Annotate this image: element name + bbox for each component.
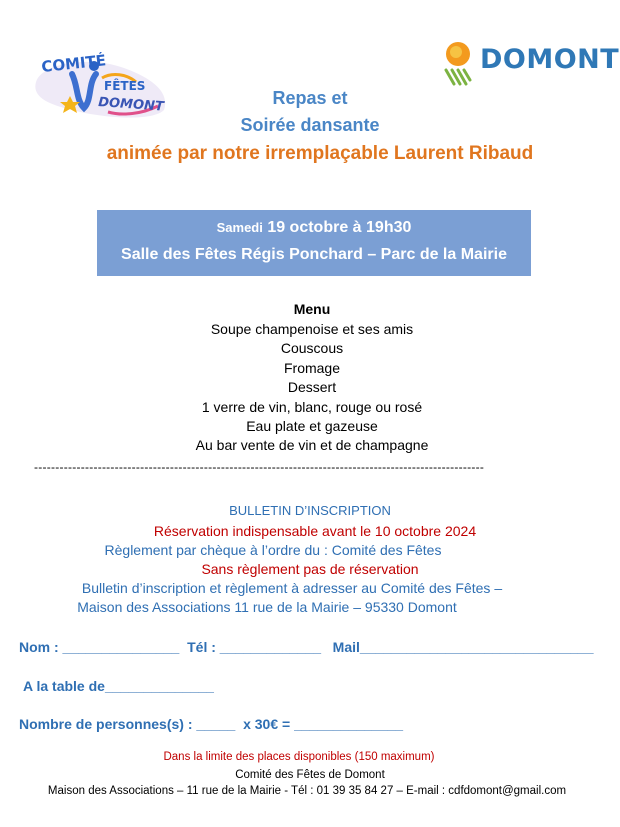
event-date-time: 19 octobre à 19h30 — [267, 219, 412, 236]
menu-item: Couscous — [280, 340, 344, 357]
event-date — [97, 219, 531, 237]
reservation-deadline: Réservation indispensable avant le 10 octobre 2024 — [153, 523, 477, 539]
form-name-phone-mail: Nom : _______________ Tél : _____________ Mail______________________________ — [19, 639, 594, 655]
title-animee: animée par notre irremplaçable Laurent Ribaud — [106, 143, 534, 164]
event-info-box — [97, 210, 531, 276]
menu-item: Fromage — [283, 359, 341, 376]
title-soiree: Soirée dansante — [240, 115, 380, 135]
mailing-address-line2: Maison des Associations 11 rue de la Mairie – 95330 Domont — [77, 599, 457, 615]
menu-item: Eau plate et gazeuse — [246, 418, 378, 435]
footer-contact: Maison des Associations – 11 rue de la Mairie - Tél : 01 39 35 84 27 – E-mail : cdfdomont@gmail.com — [47, 785, 567, 797]
event-venue: Salle des Fêtes Régis Ponchard – Parc de la Mairie — [121, 246, 507, 263]
event-day: Samedi — [216, 220, 263, 235]
domont-logo-text: DOMONT — [480, 44, 620, 75]
footer-organizer: Comité des Fêtes de Domont — [235, 769, 385, 781]
bulletin-title: BULLETIN D’INSCRIPTION — [229, 503, 391, 518]
menu-item: 1 verre de vin, blanc, rouge ou rosé — [201, 398, 423, 415]
cut-line-separator: ---------------------------------------------------------------------------------------------------------- — [34, 460, 485, 474]
logo-word-domont: DOMONT — [97, 95, 165, 115]
menu-list — [0, 320, 620, 456]
mailing-address-line1: Bulletin d’inscription et règlement à adresser au Comité des Fêtes – — [81, 580, 503, 596]
logo-word-comite: COMITÉ — [40, 52, 107, 76]
form-persons-total: Nombre de personnes(s) : _____ x 30€ = ______________ — [19, 716, 404, 732]
menu-item: Soupe champenoise et ses amis — [210, 321, 414, 337]
menu-item: Dessert — [287, 379, 337, 396]
form-table: A la table de______________ — [23, 678, 214, 694]
menu-item: Au bar vente de vin et de champagne — [195, 437, 429, 454]
menu-title: Menu — [293, 301, 331, 317]
title-repas: Repas et — [272, 88, 348, 108]
capacity-note: Dans la limite des places disponibles (150 maximum) — [163, 751, 435, 763]
no-payment-warning: Sans règlement pas de réservation — [201, 561, 419, 577]
payment-instructions: Règlement par chèque à l’ordre du : Comité des Fêtes — [104, 542, 442, 558]
domont-logo — [440, 40, 620, 86]
logo-word-fetes: FÊTES — [104, 79, 146, 93]
